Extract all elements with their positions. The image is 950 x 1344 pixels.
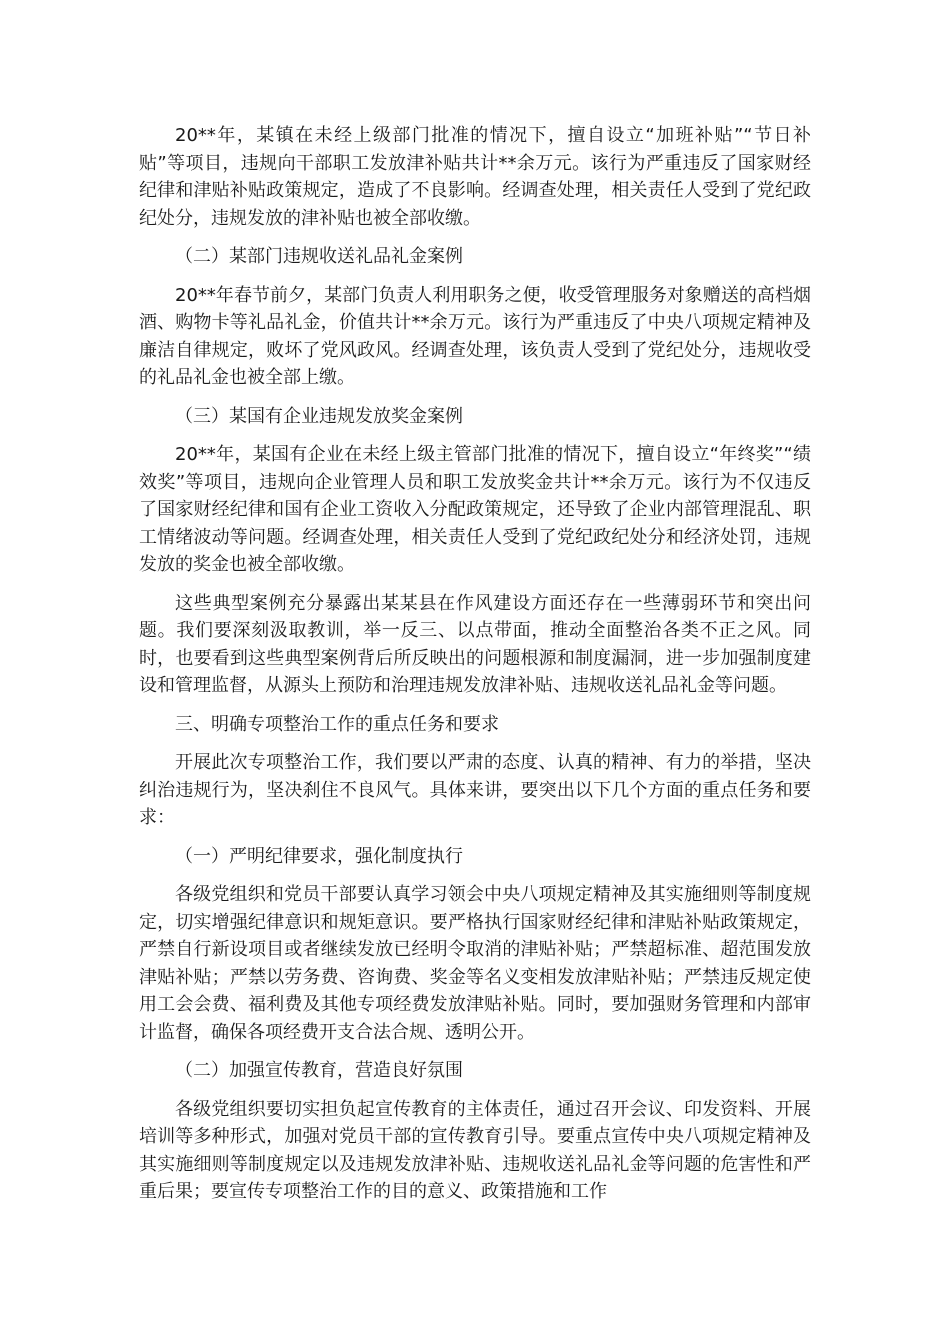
task-two-heading: （二）加强宣传教育，营造良好氛围 — [175, 1060, 463, 1081]
case-two-heading: （二）某部门违规收送礼品礼金案例 — [175, 246, 463, 267]
section-three-intro: 开展此次专项整治工作，我们要以严肃的态度、认真的精神、有力的举措，坚决纠治违规行为，坚决刹住不良风气。具体来讲，要突出以下几个方面的重点任务和要求： — [139, 752, 811, 828]
case-one-body: 20**年，某镇在未经上级部门批准的情况下，擅自设立“加班补贴”“节日补贴”等项目，违规向干部职工发放津补贴共计**余万元。该行为严重违反了国家财经纪律和津贴补贴政策规定，造成了不良影响。经调查处理，相关责任人受到了党纪政纪处分，违规发放的津补贴也被全部收缴。 — [139, 125, 811, 229]
document-page — [139, 122, 811, 1217]
cases-summary: 这些典型案例充分暴露出某某县在作风建设方面还存在一些薄弱环节和突出问题。我们要深刻汲取教训，举一反三、以点带面，推动全面整治各类不正之风。同时，也要看到这些典型案例背后所反映出的问题根源和制度漏洞，进一步加强制度建设和管理监督，从源头上预防和治理违规发放津补贴、违规收送礼品礼金等问题。 — [139, 592, 811, 696]
task-two-body: 各级党组织要切实担负起宣传教育的主体责任，通过召开会议、印发资料、开展培训等多种形式，加强对党员干部的宣传教育引导。要重点宣传中央八项规定精神及其实施细则等制度规定以及违规发放津补贴、违规收送礼品礼金等问题的危害性和严重后果；要宣传专项整治工作的目的意义、政策措施和工作 — [139, 1098, 811, 1202]
case-three-body: 20**年，某国有企业在未经上级主管部门批准的情况下，擅自设立“年终奖”“绩效奖”等项目，违规向企业管理人员和职工发放奖金共计**余万元。该行为不仅违反了国家财经纪律和国有企业工资收入分配政策规定，还导致了企业内部管理混乱、职工情绪波动等问题。经调查处理，相关责任人受到了党纪政纪处分和经济处罚，违规发放的奖金也被全部收缴。 — [139, 444, 811, 575]
section-three-heading: 三、明确专项整治工作的重点任务和要求 — [175, 713, 499, 735]
case-three-heading: （三）某国有企业违规发放奖金案例 — [175, 405, 463, 427]
task-one-heading: （一）严明纪律要求，强化制度执行 — [175, 845, 463, 867]
task-one-body: 各级党组织和党员干部要认真学习领会中央八项规定精神及其实施细则等制度规定，切实增强纪律意识和规矩意识。要严格执行国家财经纪律和津贴补贴政策规定，严禁自行新设项目或者继续发放已经明令取消的津贴补贴；严禁超标准、超范围发放津贴补贴；严禁以劳务费、咨询费、奖金等名义变相发放津贴补贴；严禁违反规定使用工会会费、福利费及其他专项经费发放津贴补贴。同时，要加强财务管理和内部审计监督，确保各项经费开支合法合规、透明公开。 — [139, 884, 811, 1043]
case-two-body: 20**年春节前夕，某部门负责人利用职务之便，收受管理服务对象赠送的高档烟酒、购物卡等礼品礼金，价值共计**余万元。该行为严重违反了中央八项规定精神及廉洁自律规定，败坏了党风政风。经调查处理，该负责人受到了党纪处分，违规收受的礼品礼金也被全部上缴。 — [139, 284, 811, 388]
